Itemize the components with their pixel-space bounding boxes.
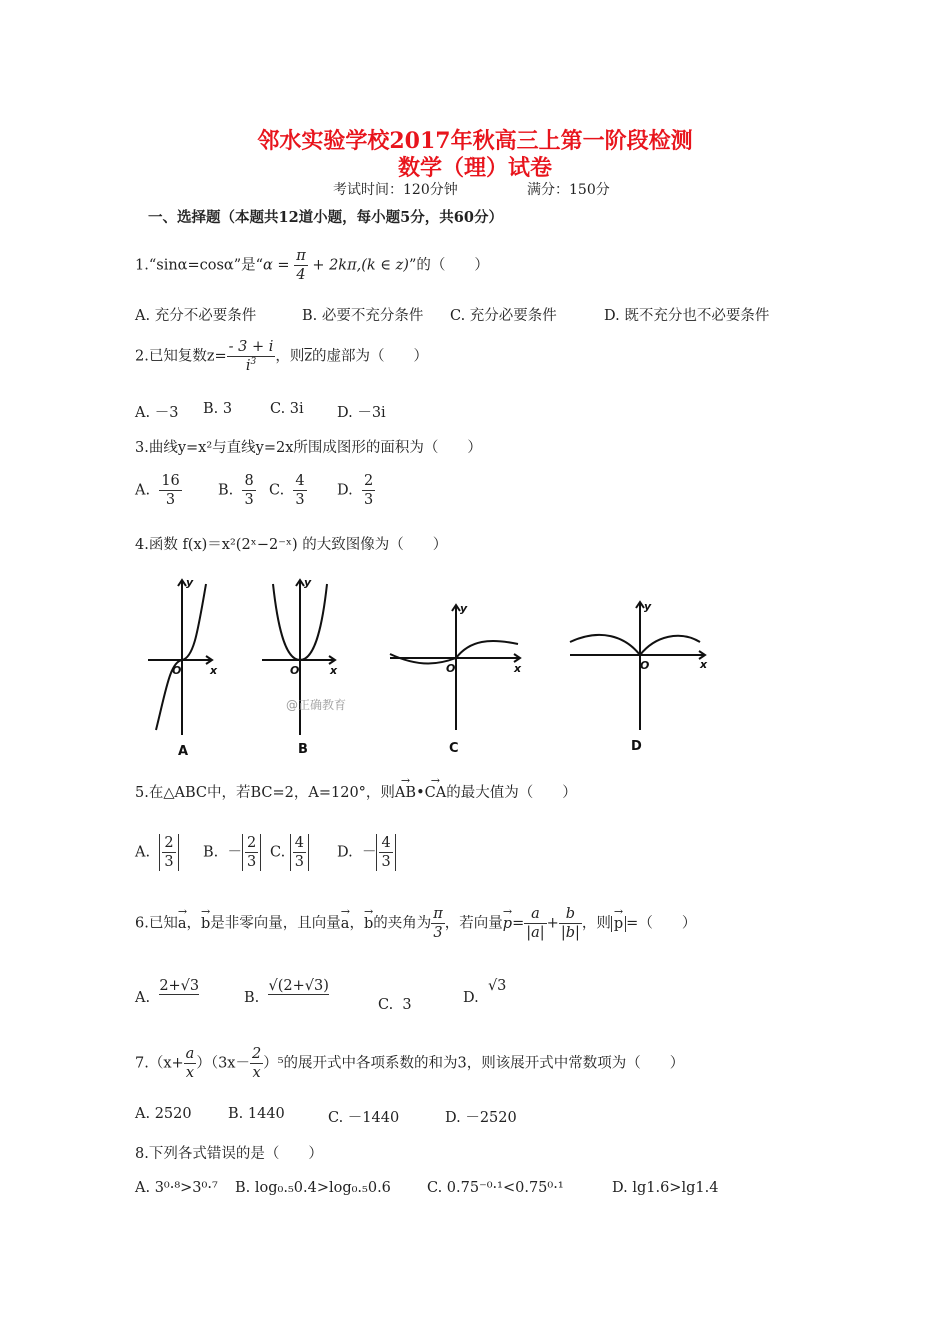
q7-option-d: D. －2520: [445, 1110, 517, 1126]
q4-graphs: [140, 570, 720, 765]
graph-d-label: D: [631, 739, 642, 754]
q3-option-d: D. $\frac{2}{3}$: [337, 473, 374, 509]
graph-b-label: B: [298, 742, 308, 757]
q2-option-b: B. 3: [203, 401, 233, 417]
graph-d-origin: O: [640, 659, 650, 672]
q1-rest: + 2kπ,(k ∈ z): [307, 257, 409, 274]
exam-time: 考试时间：120分钟: [333, 182, 458, 198]
vector-ab: → AB: [395, 785, 416, 801]
q1-option-d: D. 既不充分也不必要条件: [604, 308, 770, 324]
q7-frac-a: $\frac{a}{x}$: [185, 1046, 195, 1082]
exam-score: 满分：150分: [527, 182, 610, 198]
q1-fraction: $\frac{\pi}{4}$: [296, 248, 306, 284]
vector-ca: → CA: [425, 785, 447, 801]
q5-option-b: B. － $\frac{2}{3}$: [203, 834, 261, 871]
q6-option-b: B. √(2+√3): [244, 978, 329, 1006]
q3-option-b: B. $\frac{8}{3}$: [218, 473, 254, 509]
q8-option-a: A. 3⁰·⁸>3⁰·⁷: [135, 1180, 218, 1196]
q2-suffix: 的虚部为（ ）: [312, 348, 429, 365]
q6-option-d: D. √3: [463, 978, 507, 1006]
graph-b-y-label: y: [304, 576, 312, 589]
graph-a-origin: O: [172, 664, 182, 677]
question-1: [135, 247, 489, 284]
q5-dot: •: [416, 785, 425, 801]
q6-option-c: C. 3: [378, 997, 412, 1013]
q8-option-d: D. lg1.6>lg1.4: [612, 1180, 719, 1196]
q3-option-c: C. $\frac{4}{3}$: [269, 473, 305, 509]
q2-prefix: 2.已知复数z=: [135, 348, 227, 365]
q1-alpha: α =: [263, 257, 295, 274]
question-2: [135, 338, 428, 375]
q2-conj-z: $\overline{z}$: [304, 348, 313, 365]
question-6: 6.已知→ a，→ b是非零向量，且向量→ a，→ b的夹角为 $\frac{\pi}{3}$ ，若向量→ p= $\frac{a}{|a|}$ + $\frac{b}{|b|}$ ，则 → p =（ ）: [135, 905, 696, 942]
q7-option-c: C. －1440: [328, 1110, 400, 1126]
graph-a: [148, 580, 212, 735]
graph-d-y-label: y: [644, 600, 652, 613]
q1-option-b: B. 必要不充分条件: [302, 308, 424, 324]
graph-c-origin: O: [446, 662, 456, 675]
question-3: 3.曲线y=x²与直线y=2x所围成图形的面积为（ ）: [135, 440, 482, 456]
question-8: 8.下列各式错误的是（ ）: [135, 1146, 323, 1162]
exam-subtitle: 数学（理）试卷: [397, 155, 552, 181]
q5-option-d: D. － $\frac{4}{3}$: [337, 834, 396, 871]
q1-option-a: A. 充分不必要条件: [135, 308, 257, 324]
question-4: 4.函数 f(x)＝x²(2ˣ−2⁻ˣ) 的大致图像为（ ）: [135, 537, 448, 553]
vector-p: → p: [503, 916, 512, 932]
graph-a-x-label: x: [210, 664, 218, 677]
graph-d: [570, 602, 705, 730]
q7-option-b: B. 1440: [228, 1106, 285, 1122]
graph-b-origin: O: [290, 664, 300, 677]
q1-option-c: C. 充分必要条件: [450, 308, 557, 324]
q1-suffix: ”的（ ）: [408, 257, 489, 274]
graph-a-label: A: [178, 744, 189, 759]
q6-option-a: A. 2+√3: [135, 978, 200, 1006]
q8-option-c: C. 0.75⁻⁰·¹<0.75⁰·¹: [427, 1180, 564, 1196]
watermark: @正确教育: [286, 698, 347, 712]
q7-option-a: A. 2520: [135, 1106, 192, 1122]
question-7: 7.（x+ $\frac{a}{x}$ ）（3x－ $\frac{2}{x}$ ）⁵的展开式中各项系数的和为3，则该展开式中常数项为（ ）: [135, 1046, 685, 1082]
q5-option-a: A. $\frac{2}{3}$: [135, 834, 179, 871]
q2-mid: ，则: [275, 348, 305, 365]
graph-c-x-label: x: [514, 662, 522, 675]
graph-a-y-label: y: [186, 576, 194, 589]
graph-c-label: C: [449, 741, 459, 756]
section-heading: 一、选择题（本题共12道小题，每小题5分，共60分）: [148, 209, 503, 226]
question-5: [135, 781, 577, 802]
q5-option-c: C. $\frac{4}{3}$: [270, 834, 309, 871]
q2-option-a: A. －3: [135, 405, 179, 421]
q7-frac-2: $\frac{2}{x}$: [251, 1046, 262, 1082]
q2-option-d: D. －3i: [337, 405, 386, 421]
q2-fraction: $\frac{- 3 + i}{i^3}$: [228, 339, 274, 375]
q2-option-c: C. 3i: [270, 401, 304, 417]
exam-title: 邻水实验学校2017年秋高三上第一阶段检测: [257, 128, 693, 154]
graph-b-x-label: x: [330, 664, 338, 677]
q6-angle: $\frac{\pi}{3}$: [433, 906, 443, 942]
vector-a: → a: [178, 916, 187, 932]
q3-option-a: A. $\frac{16}{3}$: [135, 473, 180, 509]
graph-c-y-label: y: [460, 602, 468, 615]
q5-suffix: 的最大值为（ ）: [446, 785, 577, 801]
q8-option-b: B. log₀.₅0.4>log₀.₅0.6: [235, 1180, 391, 1196]
q1-prefix: 1.“sinα=cosα”是“: [135, 257, 264, 274]
q5-prefix: 5.在△ABC中，若BC=2，A=120°，则: [135, 785, 395, 801]
vector-b: → b: [201, 916, 210, 932]
graph-d-x-label: x: [700, 658, 708, 671]
